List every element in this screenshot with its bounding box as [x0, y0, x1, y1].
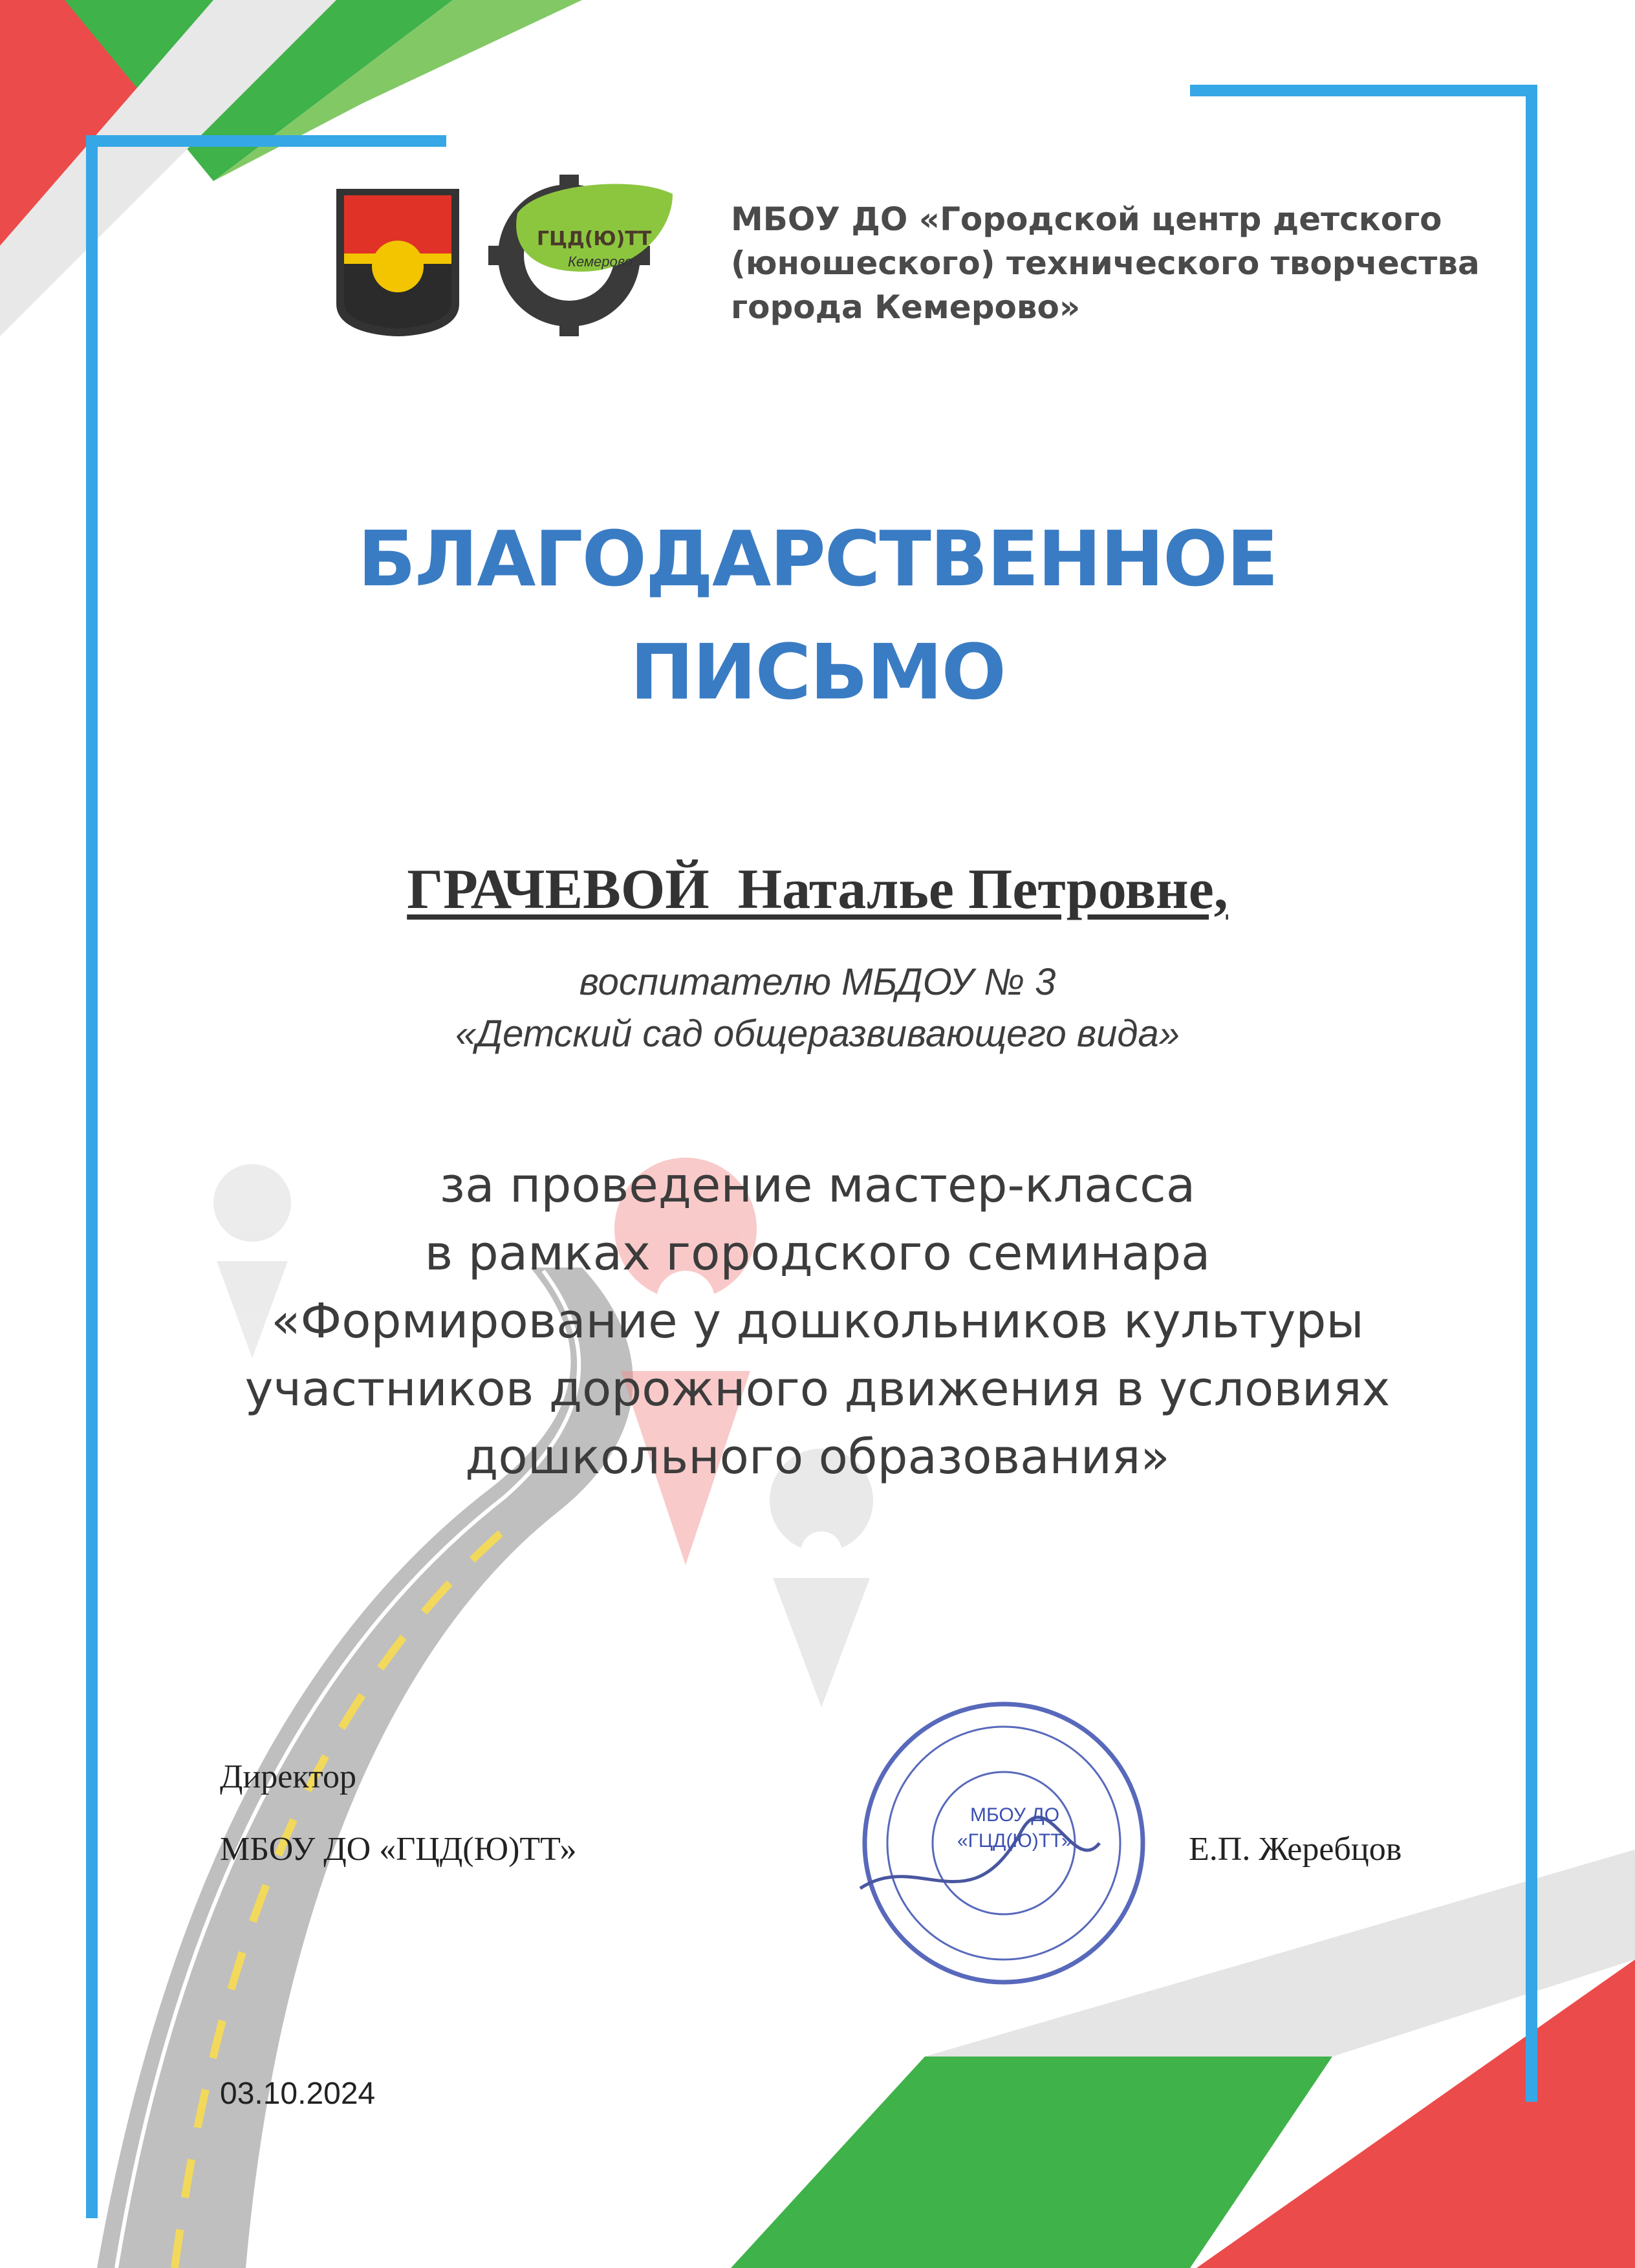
document-title-line-2: ПИСЬМО: [630, 627, 1005, 717]
blue-frame-right: [1190, 91, 1532, 2102]
coat-of-arms-logo: [336, 189, 459, 336]
road-illustration: [97, 1268, 633, 2268]
reason-line-2: в рамках городского семинара: [424, 1226, 1211, 1281]
reason-line-3: «Формирование у дошкольников культуры: [271, 1293, 1364, 1349]
issue-date: 03.10.2024: [220, 2077, 376, 2111]
reason-line-4: участников дорожного движения в условиях: [244, 1361, 1391, 1417]
logo-city: Кемерово: [568, 254, 633, 270]
org-line-2: (юношеского) технического творчества: [731, 244, 1480, 282]
document-title-line-1: БЛАГОДАРСТВЕННОЕ: [358, 514, 1277, 603]
stamp-center-line-1: МБОУ ДО: [970, 1804, 1060, 1826]
recipient-position-line-1: воспитателю МБДОУ № 3: [579, 961, 1056, 1003]
recipient-position-line-2: «Детский сад общеразвивающего вида»: [455, 1013, 1180, 1055]
recipient-name: ГРАЧЕВОЙ Наталье Петровне,: [407, 858, 1228, 921]
org-line-1: МБОУ ДО «Городской центр детского: [731, 200, 1442, 238]
signatory-role-line-2: МБОУ ДО «ГЦД(Ю)ТТ»: [220, 1831, 577, 1868]
organization-name: [731, 197, 1572, 329]
signatory-role-line-1: Директор: [220, 1758, 356, 1795]
reason-line-1: за проведение мастер-класса: [439, 1158, 1196, 1213]
org-line-3: города Кемерово»: [731, 288, 1081, 326]
logo-abbreviation: ГЦД(Ю)ТТ: [537, 228, 652, 250]
reason-line-5: дошкольного образования»: [465, 1429, 1170, 1485]
signatory-name: Е.П. Жеребцов: [1189, 1831, 1402, 1868]
stamp-center-line-2: «ГЦД(Ю)ТТ»: [957, 1830, 1072, 1852]
